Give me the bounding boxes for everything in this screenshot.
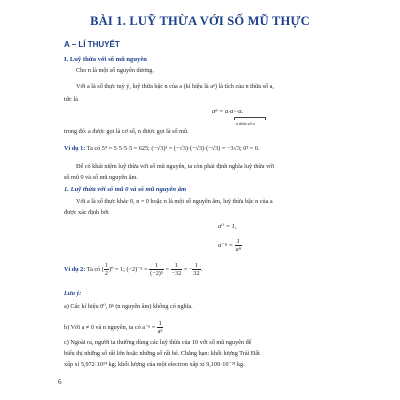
- paragraph-3: trong đó: a được gọi là cơ số, n được gọi là số mũ.: [64, 128, 189, 135]
- paragraph-5b: được xác định bởi: [64, 209, 109, 216]
- underbrace: [234, 117, 266, 120]
- subsection-heading: I. Luỹ thừa với số mũ nguyên: [64, 56, 147, 63]
- example-1-label: Ví dụ 1:: [64, 145, 86, 152]
- formula-underbrace-label: n thừa số a: [236, 121, 255, 126]
- example-2-label: Ví dụ 2:: [64, 266, 86, 274]
- subsection-heading-2: 1. Luỹ thừa với số mũ 0 và số mũ nguyên âm: [64, 186, 187, 193]
- example-1: [64, 145, 259, 152]
- section-heading: A – LÍ THUYẾT: [64, 40, 120, 49]
- paragraph-2: Với a là số thực tuỳ ý, luỹ thừa bậc n của a (kí hiệu là aⁿ) là tích của n thừa số a,: [76, 83, 274, 90]
- paragraph-1: Cho n là một số nguyên dương.: [76, 67, 154, 74]
- paragraph-4: Để có khái niệm luỹ thừa với số mũ nguyên, ta còn phải định nghĩa luỹ thừa với: [76, 163, 275, 170]
- page-number: 6: [58, 378, 62, 386]
- page-title: BÀI 1. LUỸ THỪA VỚI SỐ MŨ THỰC: [90, 14, 310, 28]
- paragraph-2b: tức là: [64, 96, 78, 103]
- note-b: b) Với a ≠ 0 và n nguyên, ta có a⁻ⁿ = $\frac{1}{\text{aⁿ}}$: [64, 320, 163, 336]
- formula-negative-power-fraction: $\frac{1}{\text{aⁿ}}$: [235, 238, 241, 253]
- paragraph-4b: số mũ 0 và số mũ nguyên âm.: [64, 174, 138, 181]
- formula-negative-power: a⁻ⁿ = $\frac{1}{\text{aⁿ}}$: [218, 238, 241, 253]
- note-a: a) Các kí hiệu 0⁰, 0ⁿ (n nguyên âm) không có nghĩa.: [64, 303, 193, 310]
- note-c-line-1: c) Ngoài ra, người ta thường dùng các luỹ thừa của 10 với số mũ nguyên để: [64, 339, 252, 346]
- note-label: Lưu ý:: [64, 290, 82, 297]
- formula-zero-power: a⁰ = 1,: [218, 223, 237, 230]
- note-c-line-3: xấp xỉ 5,972·10²⁴ kg; khối lượng của một electron xấp xỉ 9,109·10⁻³¹ kg.: [64, 361, 245, 368]
- example-1-text: Ta có 5⁴ = 5·5·5·5 = 625; (−√3)³ = (−√3)·(−√3)·(−√3) = −3√3; 0³ = 0.: [86, 145, 260, 152]
- formula-power-definition: aⁿ = a·a···a.: [212, 108, 244, 115]
- note-c-line-2: biểu thị những số rất lớn hoặc những số rất bé. Chẳng hạn: khối lượng Trái Đất: [64, 350, 260, 357]
- paragraph-5: Với a là số thực khác 0, n = 0 hoặc n là một số nguyên âm, luỹ thừa bậc n của a: [76, 198, 273, 205]
- example-2: Ví dụ 2: Ta có ( $\frac{1}{2}$ )⁰ = 1; (−2)⁻⁵ = $\frac{1}{\text{(−2)⁵}}$ = $\frac{1}{-32}$ = − $\frac{1}{32}$ .: [64, 262, 203, 278]
